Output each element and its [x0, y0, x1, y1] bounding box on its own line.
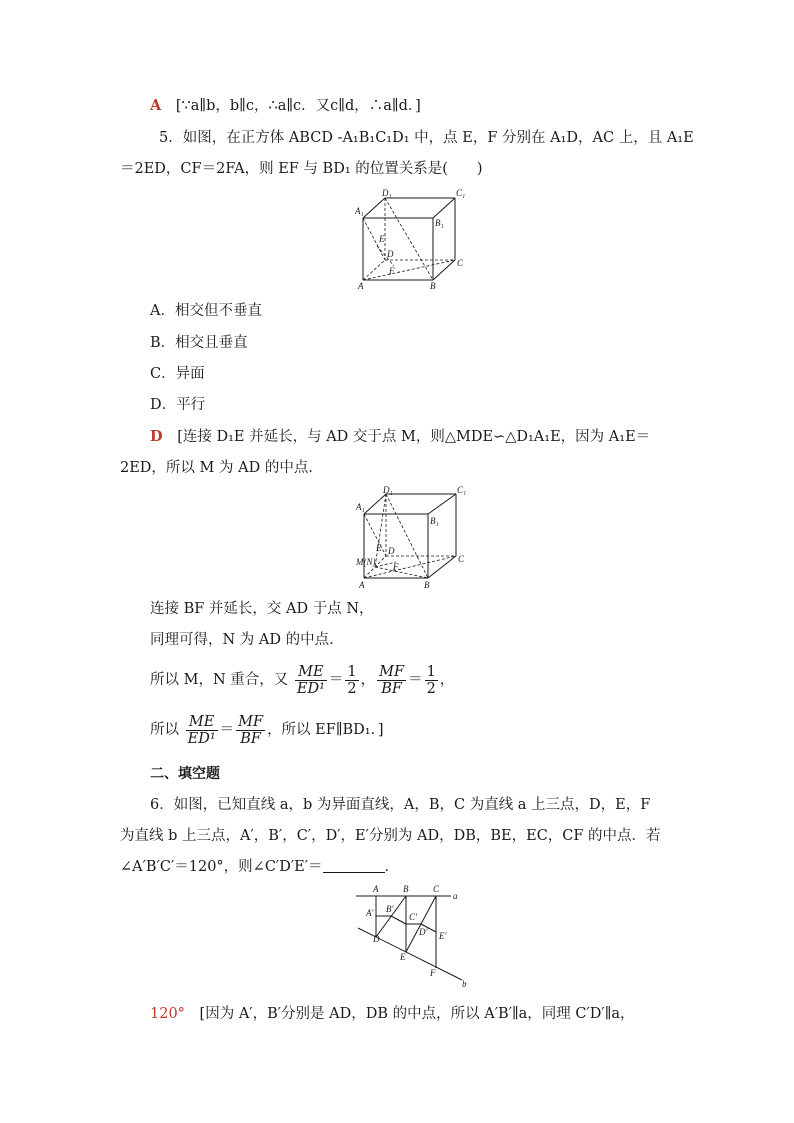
frac-denominator: 2: [347, 680, 357, 697]
q5-sol-fig-label: C: [458, 554, 465, 564]
frac-denominator: ED¹: [187, 730, 216, 747]
q6-fig-label: A′: [366, 908, 374, 918]
fraction-mf-bf-2: [236, 714, 265, 747]
q5-solution-6-suffix: ，所以 EF∥BD₁．]: [267, 722, 384, 738]
frac-denominator: 2: [426, 680, 436, 697]
q5-option-b: B．相交且垂直: [150, 335, 248, 351]
q5-sol-fig-label: C₁: [457, 486, 467, 495]
frac-denominator: BF: [381, 680, 402, 697]
q5-solution-cube-figure: [356, 486, 471, 590]
q6-fig-label: B′: [386, 904, 394, 914]
section-title: 二、填空题: [150, 766, 220, 782]
q6-skew-lines-figure: [356, 882, 474, 990]
answer-blank: [323, 858, 385, 873]
q6-stem-3-text: ∠A′B′C′＝120°，则∠C′D′E′＝: [120, 859, 323, 875]
q6-fig-label: E′: [439, 931, 447, 941]
q5-sol-fig-label: D: [388, 546, 395, 556]
frac-denominator: BF: [240, 730, 261, 747]
q5-fig-label: D: [387, 249, 394, 259]
q4-answer-text: [∵a∥b，b∥c，∴a∥c．又c∥d，∴a∥d．]: [175, 98, 421, 114]
fraction-mf-bf: [377, 664, 406, 697]
q6-solution-line-1: [150, 1004, 635, 1024]
q6-fig-label: C′: [409, 912, 417, 922]
q5-cube-figure: [355, 188, 470, 290]
q6-stem-3-end: ．: [384, 859, 400, 875]
q5-fig-label: C₁: [456, 188, 466, 198]
fraction-one-half: [345, 664, 358, 697]
q5-sol-fig-label: D₁: [383, 486, 393, 495]
fraction-me-ed1: [295, 664, 327, 697]
frac-numerator: 1: [347, 663, 357, 680]
q5-fig-label: B₁: [435, 218, 444, 228]
q6-fig-label: A: [373, 884, 379, 894]
q5-sol-fig-label: A: [359, 580, 365, 590]
q5-sol-fig-label: F: [393, 562, 399, 572]
q6-fig-label: b: [462, 979, 467, 989]
q5-fig-label: A₁: [355, 206, 364, 216]
q6-solution-text-1: [因为 A′，B′分别是 AD，DB 的中点，所以 A′B′∥a，同理 C′D′∥a，: [199, 1006, 635, 1022]
q6-fig-label: F: [430, 968, 436, 978]
q6-stem-line-2: 为直线 b 上三点，A′，B′，C′，D′，E′分别为 AD，DB，BE，EC，CF 的中点．若: [120, 828, 661, 844]
q6-answer: 120°: [150, 1006, 185, 1022]
q5-answer-letter: D: [150, 428, 163, 445]
q5-fig-label: A: [358, 281, 364, 290]
q6-fig-label: D′: [419, 927, 428, 937]
q5-fig-label: E: [379, 234, 385, 244]
q5-fig-label: F: [389, 266, 395, 276]
q5-solution-line-6: 所以 $\frac{ME}{\text{ED¹}}$ ＝ $\frac{MF}{BF}$ ，所以 EF∥BD₁．]: [150, 713, 384, 747]
q6-fig-label: C: [433, 884, 440, 894]
frac-numerator: ME: [295, 664, 327, 681]
frac-numerator: ME: [186, 714, 218, 731]
q6-fig-label: D: [373, 934, 380, 944]
q6-stem-line-1: 6．如图，已知直线 a，b 为异面直线，A，B，C 为直线 a 上三点，D，E，F: [150, 797, 651, 813]
q5-option-a: A．相交但不垂直: [150, 303, 262, 319]
q5-sol-fig-label: M(N): [356, 557, 376, 567]
q5-stem-line-1: 5．如图，在正方体 ABCD -A₁B₁C₁D₁ 中，点 E，F 分别在 A₁D，AC 上，且 A₁E: [159, 130, 694, 146]
fraction-me-ed1-2: [186, 714, 218, 747]
frac-numerator: 1: [426, 663, 436, 680]
q6-fig-label: a: [453, 891, 458, 901]
fraction-one-half-2: [425, 664, 438, 697]
frac-numerator: MF: [238, 713, 264, 730]
q5-stem-line-2: ＝2ED，CF＝2FA，则 EF 与 BD₁ 的位置关系是( ): [120, 161, 483, 177]
q5-sol-fig-label: B₁: [430, 516, 439, 526]
q5-option-d: D．平行: [150, 397, 206, 413]
q5-solution-5-prefix: 所以 M，N 重合，又: [150, 672, 289, 688]
q6-fig-label: E: [400, 952, 406, 962]
q5-solution-6-prefix: 所以: [150, 722, 179, 738]
q6-stem-line-3: [120, 857, 399, 877]
q5-solution-line-5: 所以 M，N 重合，又 $\frac{ME}{\text{ED¹}}$ ＝ $\frac{1}{2}$ ， $\frac{MF}{BF}$ ＝ $\frac{1}{2}$ ，: [150, 663, 455, 697]
q5-sol-fig-label: B: [424, 580, 430, 590]
q5-solution-line-4: 同理可得，N 为 AD 的中点．: [150, 632, 344, 648]
q5-fig-label: B: [430, 281, 436, 290]
q4-answer-letter: A: [150, 97, 162, 114]
frac-numerator: MF: [379, 663, 405, 680]
q5-solution-line-1: [150, 427, 650, 447]
q5-option-c: C．异面: [150, 366, 205, 382]
q5-solution-text-1: [连接 D₁E 并延长，与 AD 交于点 M，则△MDE∽△D₁A₁E，因为 A₁E＝: [177, 429, 651, 445]
q5-solution-line-2: 2ED，所以 M 为 AD 的中点．: [120, 460, 323, 476]
q5-sol-fig-label: A₁: [356, 502, 365, 512]
q5-solution-line-3: 连接 BF 并延长，交 AD 于点 N，: [150, 601, 374, 617]
q6-fig-label: B: [403, 884, 409, 894]
q5-fig-label: D₁: [382, 188, 392, 198]
q5-sol-fig-label: E: [376, 543, 382, 553]
frac-denominator: ED¹: [296, 680, 325, 697]
q4-answer-line: [150, 96, 421, 116]
q5-fig-label: C: [457, 258, 464, 268]
